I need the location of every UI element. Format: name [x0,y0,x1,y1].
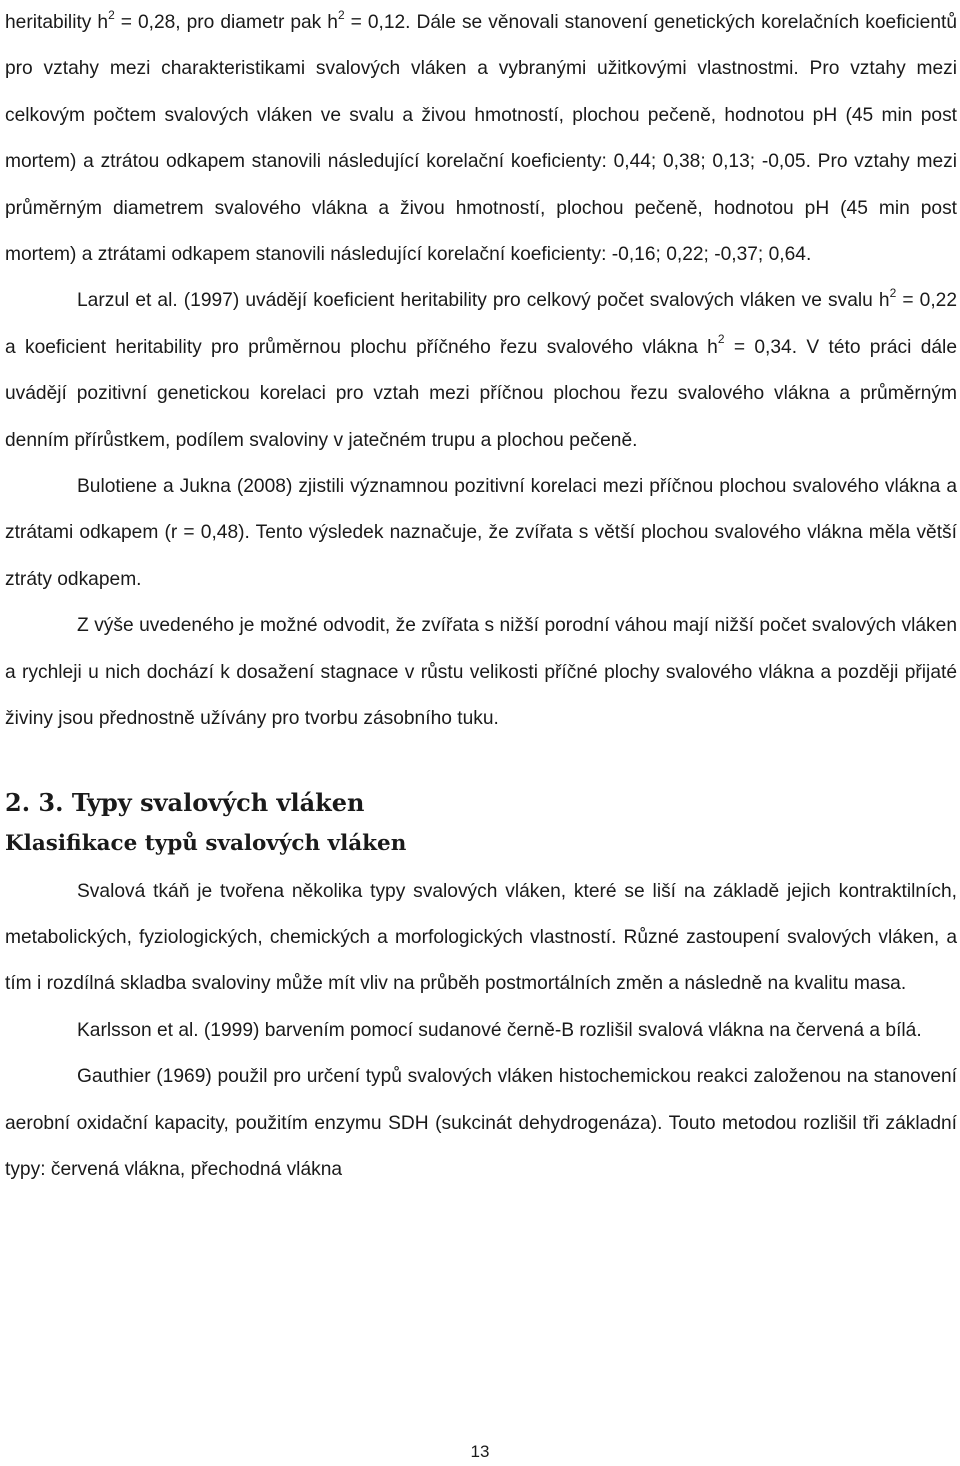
superscript: 2 [889,286,897,301]
paragraph-karlsson: Karlsson et al. (1999) barvením pomocí sudanové černě-B rozlišil svalová vlákna na červená a bílá. [77,1019,922,1041]
page-number: 13 [470,1442,490,1461]
paragraph-bulotiene: Bulotiene a Jukna (2008) zjistili významnou pozitivní korelaci mezi příčnou plochou svalového vlákna a ztrátami odkapem (r = 0,48). Tento výsledek naznačuje, že zvířata s větší plochou svalového vlákna měla větší ztráty odkapem. [5,476,957,590]
subsection-heading: Klasifikace typů svalových vláken [5,830,407,856]
paragraph-text: heritability h [5,12,109,33]
superscript: 2 [337,7,345,22]
superscript: 2 [717,332,725,347]
superscript: 2 [108,7,115,22]
paragraph-larzul [5,278,957,464]
paragraph-text: = 0,22 a koeficient heritability pro průměrnou plochu příčného řezu svalového vlákna h [5,290,958,358]
paragraph-conclusion: Z výše uvedeného je možné odvodit, že zvířata s nižší porodní váhou mají nižší počet svalových vláken a rychleji u nich dochází k dosažení stagnace v růstu velikosti příčné plochy svalového vlákna a později přijaté živiny jsou přednostně užívány pro tvorbu zásobního tuku. [5,615,957,730]
paragraph-text: Larzul et al. (1997) uvádějí koeficient heritability pro celkový počet svalových vláken ve svalu h [77,290,890,312]
spacer [5,743,957,783]
section-heading: 2. 3. Typy svalových vláken [5,787,365,817]
paragraph-text: = 0,12. Dále se věnovali stanovení genetických korelačních koeficientů pro vztahy mezi charakteristikami svalových vláken a vybranými užitkovými vlastnostmi. Pro vztahy mezi celkovým počtem svalových vláken ve svalu a živou hmotností, plochou pečeně, hodnotou pH (45 min post mortem) a ztrátou odkapem stanovili následující korelační koeficienty: 0,44; 0,38; 0,13; -0,05. Pro vztahy mezi průměrným diametrem svalového vlákna a živou hmotností, plochou pečeně, hodnotou pH (45 min post mortem) a ztrátami odkapem stanovili následující korelační koeficienty: -0,16; 0,22; -0,37; 0,64. [5,12,957,266]
paragraph-text: = 0,28, pro diametr pak h [114,12,338,33]
paragraph-muscle-tissue: Svalová tkáň je tvořena několika typy svalových vláken, které se liší na základě jejich kontraktilních, metabolických, fyziologických, chemických a morfologických vlastností. Různé zastoupení svalových vláken, a tím i rozdílná skladba svaloviny může mít vliv na průběh postmortálních změn a následně na kvalitu masa. [5,880,957,995]
paragraph-gauthier: Gauthier (1969) použil pro určení typů svalových vláken histochemickou reakci založenou na stanovení aerobní oxidační kapacity, použitím enzymu SDH (sukcinát dehydrogenáza). Touto metodou rozlišil tři základní typy: červená vlákna, přechodná vlákna [5,1066,957,1180]
paragraph-heritability-correlations [5,0,957,278]
document-page [5,0,957,1193]
paragraph-text: = 0,34. V této práci dále uvádějí pozitivní genetickou korelaci pro vztah mezi příčnou plochou řezu svalového vlákna a průměrným denním přírůstkem, podílem svaloviny v jatečném trupu a plochou pečeně. [5,336,957,451]
